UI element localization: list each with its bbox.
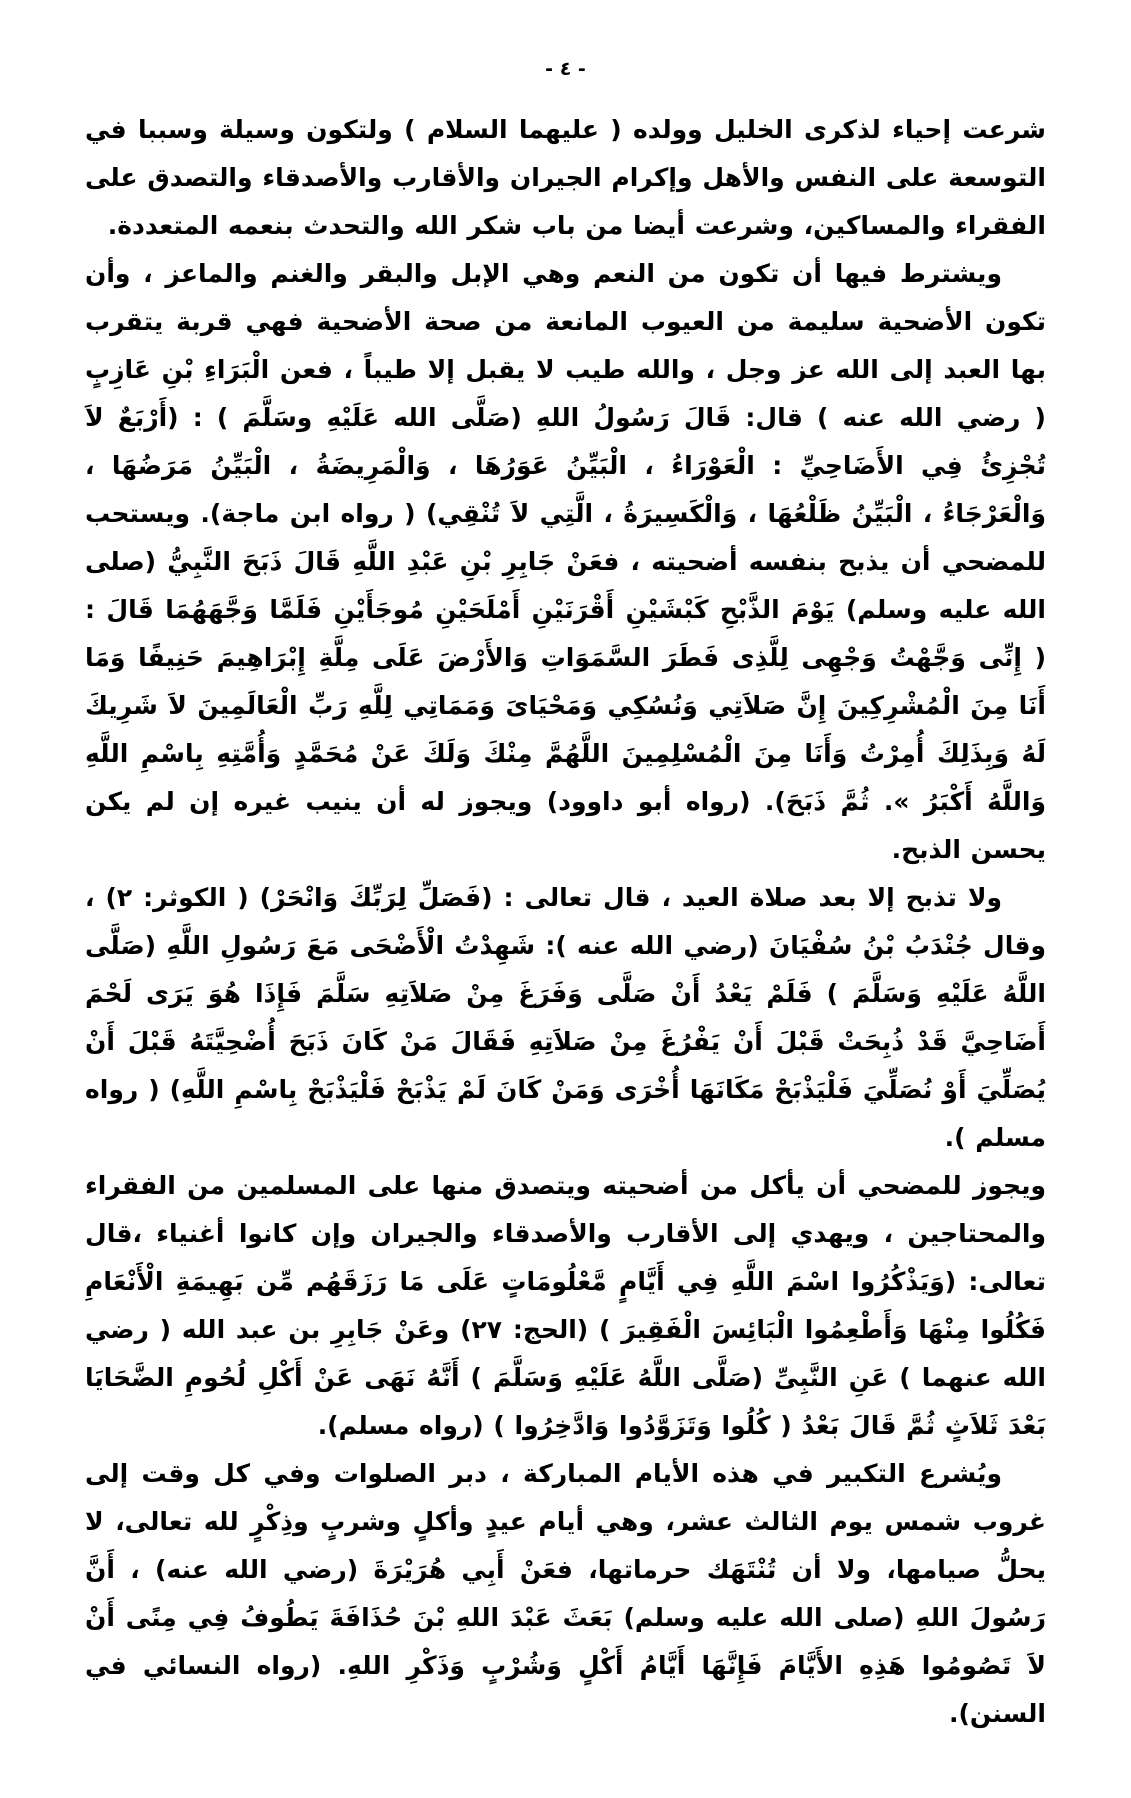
paragraph-time-of-slaughter: ولا تذبح إلا بعد صلاة العيد ، قال تعالى : (فَصَلِّ لِرَبِّكَ وَانْحَرْ) ( الكوثر: ٢) ، وقال جُنْدَبُ بْنُ سُفْيَانَ (رضي الله عنه ): شَهِدْتُ الْأَضْحَى مَعَ رَسُولِ اللَّهِ (صَلَّى اللَّهُ عَلَيْهِ وَسَلَّمَ ) فَلَمْ يَعْدُ أَنْ صَلَّى وَفَرَغَ مِنْ صَلاَتِهِ سَلَّمَ فَإِذَا هُوَ يَرَى لَحْمَ أَضَاحِيَّ قَدْ ذُبِحَتْ قَبْلَ أَنْ يَفْرُغَ مِنْ صَلاَتِهِ فَقَالَ مَنْ كَانَ ذَبَحَ أُضْحِيَّتَهُ قَبْلَ أَنْ يُصَلِّيَ أَوْ نُصَلِّيَ فَلْيَذْبَحْ مَكَانَهَا أُخْرَى وَمَنْ كَانَ لَمْ يَذْبَحْ فَلْيَذْبَحْ بِاسْمِ اللَّهِ) ( رواه مسلم ). (85, 883, 1046, 1152)
paragraph-conditions-of-udhiyah: ويشترط فيها أن تكون من النعم وهي الإبل والبقر والغنم والماعز ، وأن تكون الأضحية سليمة من العيوب المانعة من صحة الأضحية فهي قربة يتقرب بها العبد إلى الله عز وجل ، والله طيب لا يقبل إلا طيباً ، فعن الْبَرَاءِ بْنِ عَازِبٍ ( رضي الله عنه ) قال: قَالَ رَسُولُ اللهِ (صَلَّى الله عَلَيْهِ وسَلَّمَ ) : (أَرْبَعٌ لاَ تُجْزِئُ فِي الأَضَاحِيِّ : الْعَوْرَاءُ ، الْبَيِّنُ عَوَرُهَا ، وَالْمَرِيضَةُ ، الْبَيِّنُ مَرَضُهَا ، وَالْعَرْجَاءُ ، الْبَيِّنُ ظَلْعُهَا ، وَالْكَسِيرَةُ ، الَّتِي لاَ تُنْقِي) ( رواه ابن ماجة). ويستحب للمضحي أن يذبح بنفسه أضحيته ، فعَنْ جَابِرِ بْنِ عَبْدِ اللَّهِ قَالَ ذَبَحَ النَّبِيُّ (صلى الله عليه وسلم) يَوْمَ الذَّبْحِ كَبْشَيْنِ أَقْرَنَيْنِ أَمْلَحَيْنِ مُوجَأَيْنِ فَلَمَّا وَجَّهَهُمَا قَالَ : ( إِنِّى وَجَّهْتُ وَجْهِى لِلَّذِى فَطَرَ السَّمَوَاتِ وَالأَرْضَ عَلَى مِلَّةِ إِبْرَاهِيمَ حَنِيفًا وَمَا أَنَا مِنَ الْمُشْرِكِينَ إِنَّ صَلاَتِي وَنُسُكِي وَمَحْيَاىَ وَمَمَاتِي لِلَّهِ رَبِّ الْعَالَمِينَ لاَ شَرِيكَ لَهُ وَبِذَلِكَ أُمِرْتُ وَأَنَا مِنَ الْمُسْلِمِينَ اللَّهُمَّ مِنْكَ وَلَكَ عَنْ مُحَمَّدٍ وَأُمَّتِهِ بِاسْمِ اللَّهِ وَاللَّهُ أَكْبَرُ ». ثُمَّ ذَبَحَ). (رواه أبو داوود) ويجوز له أن ينيب غيره إن لم يكن يحسن الذبح. (85, 259, 1046, 864)
paragraph-eating-and-charity: ويجوز للمضحي أن يأكل من أضحيته ويتصدق منها على المسلمين من الفقراء والمحتاجين ، ويهدي إلى الأقارب والأصدقاء والجيران وإن كانوا أغنياء ،قال تعالى: (وَيَذْكُرُوا اسْمَ اللَّهِ فِي أَيَّامٍ مَّعْلُومَاتٍ عَلَى مَا رَزَقَهُم مِّن بَهِيمَةِ الْأَنْعَامِ فَكُلُوا مِنْهَا وَأَطْعِمُوا الْبَائِسَ الْفَقِيرَ ) (الحج: ٢٧) وعَنْ جَابِرِ بن عبد الله ( رضي الله عنهما ) عَنِ النَّبِىِّ (صَلَّى اللَّهُ عَلَيْهِ وَسَلَّمَ ) أَنَّهُ نَهَى عَنْ أَكْلِ لُحُومِ الضَّحَايَا بَعْدَ ثَلاَثٍ ثُمَّ قَالَ بَعْدُ ( كُلُوا وَتَزَوَّدُوا وَادَّخِرُوا ) (رواه مسلم). (85, 1171, 1046, 1440)
document-body (85, 106, 1046, 1738)
paragraph-legislation-purpose: شرعت إحياء لذكرى الخليل وولده ( عليهما السلام ) ولتكون وسيلة وسببا في التوسعة على النفس والأهل وإكرام الجيران والأقارب والأصدقاء والتصدق على الفقراء والمساكين، وشرعت أيضا من باب شكر الله والتحدث بنعمه المتعددة. (85, 115, 1046, 240)
paragraph-takbir-days: ويُشرع التكبير في هذه الأيام المباركة ، دبر الصلوات وفي كل وقت إلى غروب شمس يوم الثالث عشر، وهي أيام عيدٍ وأكلٍ وشربٍ وذِكْرٍ لله تعالى، لا يحلُّ صيامها، ولا أن تُنْتَهَك حرماتها، فعَنْ أَبِي هُرَيْرَةَ (رضي الله عنه) ، أَنَّ رَسُولَ اللهِ (صلى الله عليه وسلم) بَعَثَ عَبْدَ اللهِ بْنَ حُذَافَةَ يَطُوفُ فِي مِنًى أَنْ لاَ تَصُومُوا هَذِهِ الأَيَّامَ فَإِنَّهَا أَيَّامُ أَكْلٍ وَشُرْبٍ وَذَكْرِ اللهِ. (رواه النسائي في السنن). (85, 1459, 1046, 1728)
page-number: - ٤ - (545, 58, 586, 80)
